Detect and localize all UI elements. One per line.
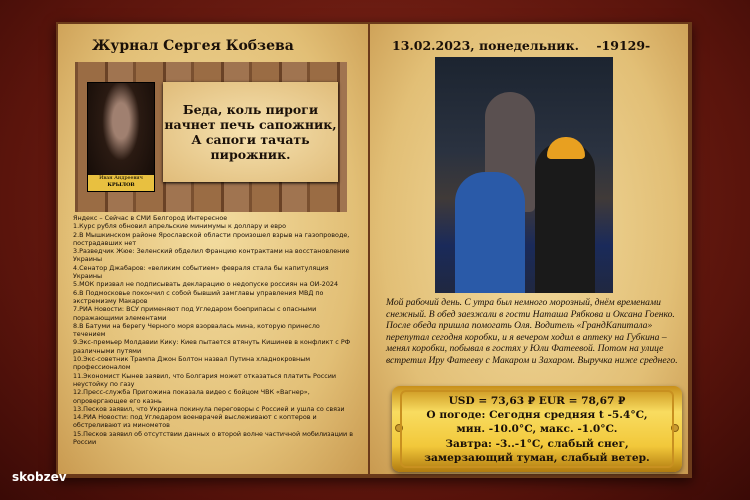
news-item[interactable]: 1.Курс рубля обновил апрельские минимумы к доллару и евро — [73, 222, 286, 231]
wood-panel — [75, 62, 347, 212]
journal-title: Журнал Сергея Кобзева — [92, 38, 294, 54]
news-item[interactable]: 7.РИА Новости: ВСУ применяют под Угледаром боеприпасы с опасными поражающими элементами — [73, 305, 317, 322]
quote-line: начнет печь сапожник, — [164, 117, 337, 132]
news-item[interactable]: 4.Сенатор Джабаров: «великим событием» февраля стала бы капитуляция Украины — [73, 263, 329, 281]
plaque-text — [400, 390, 674, 468]
watermark: skobzev — [12, 470, 67, 484]
quote-line: А сапоги тачать — [191, 132, 310, 147]
news-item[interactable]: 12.Пресс-служба Пригожина показала видео с бойцом ЧВК «Вагнер», опровергающее его казнь — [73, 388, 310, 405]
news-item[interactable]: 13.Песков заявил, что Украина покинула переговоры с Россией и ушла со связи — [73, 404, 345, 413]
news-item[interactable]: 9.Экс-премьер Молдавии Кику: Киев пытается втянуть Кишинев в конфликт с РФ различными путями — [73, 338, 351, 355]
person-figure — [535, 142, 595, 293]
weather-line: О погоде: Сегодня средняя t -5.4°C, — [426, 409, 648, 422]
news-list — [73, 214, 353, 446]
currency-rates: USD = 73,63 ₽ EUR = 78,67 ₽ — [448, 395, 626, 407]
left-page — [58, 24, 368, 474]
person-hat — [547, 137, 585, 159]
news-header: Яндекс – Сейчас в СМИ Белгород Интересное — [73, 214, 228, 222]
news-item[interactable]: 15.Песков заявил об отсутствии данных о второй волне частичной мобилизации в России — [73, 429, 353, 447]
weather-line: замерзающий туман, слабый ветер. — [424, 451, 650, 464]
news-item[interactable]: 10.Экс-советник Трампа Джон Болтон назвал Путина хладнокровным профессионалом — [73, 355, 311, 372]
quote-line: пирожник. — [210, 147, 291, 162]
person-figure — [455, 172, 525, 293]
right-page — [370, 24, 688, 474]
diary-entry: Мой рабочий день. С утра был немного морозный, днём временами снежный. В обед заезжали в гости Наташа Рябкова и Оксана Гоенко. После обеда пришла помогать Оля. Водитель «ГрандКапитала» перепутал сегодня коробки, и я вечером ходил в аптеку на Губкина – менял коробки, побывал в гостях у Юли Фатеевой. Потом на улице встретил Иру Фатееву с Макаром и Захаром. Выручка ниже среднего. — [386, 297, 678, 366]
news-item[interactable]: 8.В Батуми на берегу Черного моря взорвалась мина, которую принесло течением — [73, 321, 320, 339]
news-item[interactable]: 6.В Подмосковье покончил с собой бывший замглавы управления МВД по экстремизму Макаров — [73, 288, 324, 305]
family-photo — [435, 57, 613, 293]
news-item[interactable]: 3.Разведчик Жюе: Зеленский обделил Францию контрактами на восстановление Украины — [73, 247, 350, 264]
journal-book — [56, 22, 692, 478]
info-plaque — [392, 386, 682, 472]
news-items — [73, 222, 353, 446]
news-item[interactable]: 14.РИА Новости: под Угледаром военврачей выслеживают с коптеров и обстреливают из минометов — [73, 413, 317, 430]
weather-line: мин. -10.0°C, макс. -1.0°C. — [456, 423, 618, 436]
portrait-caption — [88, 175, 154, 191]
krylov-portrait — [87, 82, 155, 192]
news-item[interactable]: 2.В Мышкинском районе Ярославской области произошел взрыв на газопроводе, пострадавших нет — [73, 230, 350, 247]
news-item[interactable]: 11.Экономист Кынев заявил, что Болгария может отказаться платить России неустойку по газу — [73, 371, 337, 388]
news-item[interactable]: 5.МОК призвал не подписывать декларацию о недопуске россиян на ОИ-2024 — [73, 280, 339, 289]
quote-card — [163, 82, 338, 182]
weather-line: Завтра: -3..-1°C, слабый снег, — [445, 437, 629, 450]
quote-line: Беда, коль пироги — [182, 102, 319, 117]
caption-line: КРЫЛОВ — [107, 182, 135, 188]
caption-line: Иван Андреевич — [99, 175, 143, 181]
date-header: 13.02.2023, понедельник. -19129- — [392, 38, 651, 53]
